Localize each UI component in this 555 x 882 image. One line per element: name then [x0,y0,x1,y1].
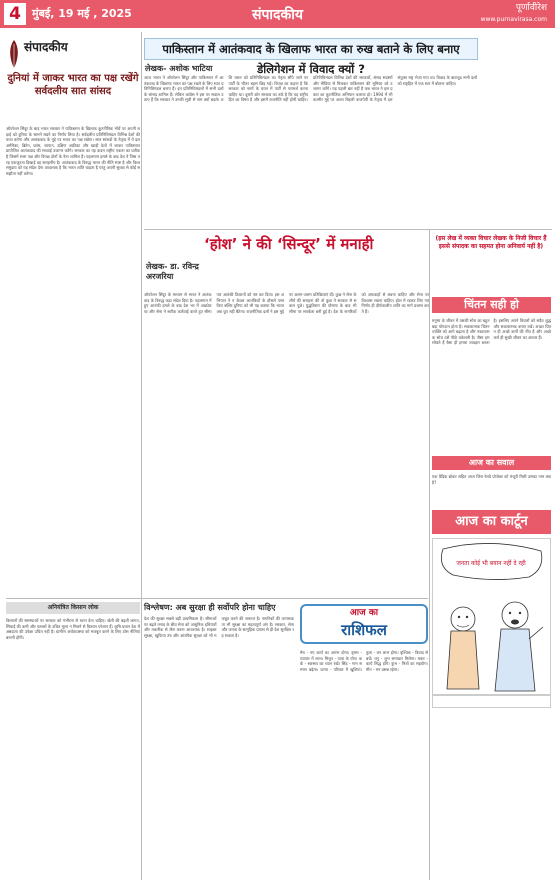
chintan-body: मनुष्य के जीवन में उसकी सोच का बहुत बड़ा योगदान होता है। सकारात्मक चिंतन व्यक्ति को आगे बढ़ाता है और नकारात्मक सोच उसे पीछे धकेलती है। जैसा हम सोचते हैं वैसा ही हमारा व्यवहार बनता है। इसलिए अपने विचारों को सदैव शुद्ध और सकारात्मक बनाए रखें। अच्छा चिंतन ही अच्छे कर्मों की नींव है और अच्छे कर्म ही सुखी जीवन का आधार हैं। [432,318,551,346]
analysis-headline: विश्लेषण: अब सुरक्षा ही सर्वोपरि होना चाहिए [144,603,276,612]
sindoor-header [144,232,424,260]
brand-url[interactable]: www.purnavirasa.com [480,16,547,23]
chintan-title: चिंतन सही हो [432,297,551,313]
divider [6,598,428,599]
horoscope-title-a: आज का [349,608,379,618]
horoscope-title-b: राशिफल [341,621,387,639]
divider [144,229,552,230]
disclaimer-text: (इस लेख में व्यक्त विचार लेखक के निजी विचार हैं इससे संपादक का सहमत होना अनिवार्य नहीं है) [435,235,547,250]
bottom-left-body: किसानों की समस्याओं पर सरकार को गंभीरता से ध्यान देना चाहिए। खेती की बढ़ती लागत, सिंचाई की कमी और फसलों के उचित मूल्य न मिलने से किसान परेशान हैं। कृषि प्रधान देश में अन्नदाता की उपेक्षा उचित नहीं है। ग्रामीण अर्थव्यवस्था को मजबूत करने के लिए ठोस नीतियां बनानी होंगी। [6,618,140,640]
masthead [0,0,555,28]
main-body: आज भारत ने ऑपरेशन सिंदूर और पाकिस्तान में आतंकवाद के खिलाफ भारत का पक्ष रखने के लिए सात प्रतिनिधिमंडल बनाए हैं। इन प्रतिनिधिमंडलों में सभी दलों के सांसद शामिल हैं। लेकिन कांग्रेस ने इस पर सवाल उठाए हैं कि सरकार ने उनकी सूची से नाम क्यों बदले। शशि थरूर को प्रतिनिधिमंडल का नेतृत्व सौंपे जाने पर पार्टी के भीतर बहस छिड़ गई। विपक्ष का कहना है कि सरकार को नामों के चयन में पार्टी से परामर्श करना चाहिए था। दूसरी ओर सरकार का तर्क है कि यह राष्ट्रीय हित का विषय है और इसमें राजनीति नहीं होनी चाहिए। प्रतिनिधिमंडल विभिन्न देशों की सरकारों, संसद सदस्यों और मीडिया से मिलकर पाकिस्तान की भूमिका को उजागर करेंगे। यह पहली बार नहीं है जब भारत ने इस प्रकार का कूटनीतिक अभियान चलाया हो। 1994 में भी कश्मीर मुद्दे पर अटल बिहारी वाजपेयी के नेतृत्व में दल संयुक्त राष्ट्र भेजा गया था। विवाद के बावजूद सभी दलों को राष्ट्रहित में एक स्वर में बोलना चाहिए। [144,75,477,103]
section-title: संपादकीय [252,7,303,23]
brand [481,3,547,25]
disclaimer-quote [432,235,550,295]
cartoon-drawing [433,539,550,707]
cartoon-image [432,538,551,708]
editorial-headline: दुनियां में जाकर भारत का पक्ष रखेंगे सर्वदलीय सात सांसद [7,73,139,97]
editorial-body: ऑपरेशन सिंदूर के बाद भारत सरकार ने पाकिस्तान के खिलाफ कूटनीतिक मोर्चे पर अपनी लड़ाई को दुनिया के सामने रखने का निर्णय लिया है। सर्वदलीय प्रतिनिधिमंडल विभिन्न देशों की यात्रा करेगा और आतंकवाद के मुद्दे पर भारत का पक्ष रखेगा। सात सांसदों के नेतृत्व में ये दल अमेरिका, ब्रिटेन, फ्रांस, जापान, दक्षिण अफ्रीका और खाड़ी देशों में जाकर पाकिस्तान प्रायोजित आतंकवाद की सच्चाई उजागर करेंगे। सरकार का यह कदम राष्ट्रीय एकता का प्रतीक है जिसमें सत्ता पक्ष और विपक्ष दोनों के नेता शामिल हैं। पहलगाम हमले के बाद देश ने जिस तरह एकजुटता दिखाई वह सराहनीय है। आतंकवाद के विरुद्ध भारत की नीति स्पष्ट है और विश्व समुदाय को यह संदेश देना आवश्यक है कि भारत शांति चाहता है परंतु अपनी सुरक्षा से कोई समझौता नहीं करेगा। [6,126,140,176]
main-headline: पाकिस्तान में आतंकवाद के खिलाफ भारत का रुख बताने के लिए बनाए डेलिगेशन में विवाद क्यों ? [144,38,478,60]
main-author: लेखक- अशोक भाटिया [145,64,213,73]
brand-name: पूर्णावीरेश [515,3,547,13]
quill-pen-icon [6,40,22,70]
divider [429,230,430,880]
sindoor-author: लेखक- डा. रविन्द्र अरजरिया [146,262,199,281]
analysis-body: देश की सुरक्षा सबसे बड़ी प्राथमिकता है। सीमाओं पर बढ़ते तनाव के बीच सेना को आधुनिक हथियारों और तकनीक से लैस करना आवश्यक है। साइबर सुरक्षा, खुफिया तंत्र और आंतरिक सुरक्षा को भी मजबूत करने की जरूरत है। नागरिकों की जागरूकता भी सुरक्षा का महत्वपूर्ण अंग है। सरकार, सेना और जनता के सामूहिक प्रयास से ही देश सुरक्षित रह सकता है। [144,616,294,638]
sindoor-headline: ‘होश’ ने की ‘सिन्दूर’ में मनाही [204,235,374,253]
cartoon-title: आज का कार्टून [432,510,551,534]
bottom-left-header: अनियंत्रित किसान लोक [6,602,140,614]
question-body: एक वैदिक ब्रोकर सहित आज जिस रेलवे प्रोजेक्ट को मंजूरी मिली उसका नाम क्या है? [432,474,551,485]
issue-date: मुंबई, 19 मई , 2025 [32,7,132,20]
page-number: 4 [4,3,26,25]
cartoon-caption: जनता कोई भी बयान नहीं दे रही [456,560,526,567]
horoscope-header [300,604,428,644]
question-title: आज का सवाल [432,456,551,470]
editorial-header [6,34,140,76]
horoscope-body: मेष - नए कार्य का आरंभ होगा। वृषभ - व्यापार में लाभ। मिथुन - यात्रा के योग। कर्क - स्वास्थ्य का ध्यान रखें। सिंह - मान सम्मान बढ़ेगा। कन्या - परिवार में खुशियां। तुला - धन लाभ होगा। वृश्चिक - विवाद से बचें। धनु - शुभ समाचार मिलेगा। मकर - कार्य सिद्ध होंगे। कुंभ - मित्रों का सहयोग। मीन - मन प्रसन्न रहेगा। [300,650,428,672]
editorial-label: संपादकीय [24,40,68,54]
divider [141,32,142,880]
sindoor-body: ऑपरेशन सिंदूर के माध्यम से भारत ने आतंकवाद के विरुद्ध कड़ा संदेश दिया है। पहलगाम में हुए आतंकी हमले के बाद देश भर में आक्रोश था और सेना ने सटीक कार्रवाई करते हुए सीमा पार आतंकी ठिकानों को नष्ट कर दिया। इस अभियान ने न केवल आतंकियों के हौसले पस्त किए बल्कि दुनिया को भी यह बताया कि भारत अब चुप नहीं बैठेगा। राजनीतिक दलों ने इस मुद्दे पर अलग-अलग प्रतिक्रियाएं दीं। कुछ ने सेना के शौर्य की सराहना की तो कुछ ने सरकार से सवाल पूछे। युद्धविराम की घोषणा के बाद भी सीमा पर सतर्कता बनी हुई है। देश के नागरिकों को अफवाहों से बचना चाहिए और सेना पर विश्वास रखना चाहिए। होश में रहकर लिए गए निर्णय ही दीर्घकालीन शांति का मार्ग प्रशस्त करते हैं। [144,292,429,314]
